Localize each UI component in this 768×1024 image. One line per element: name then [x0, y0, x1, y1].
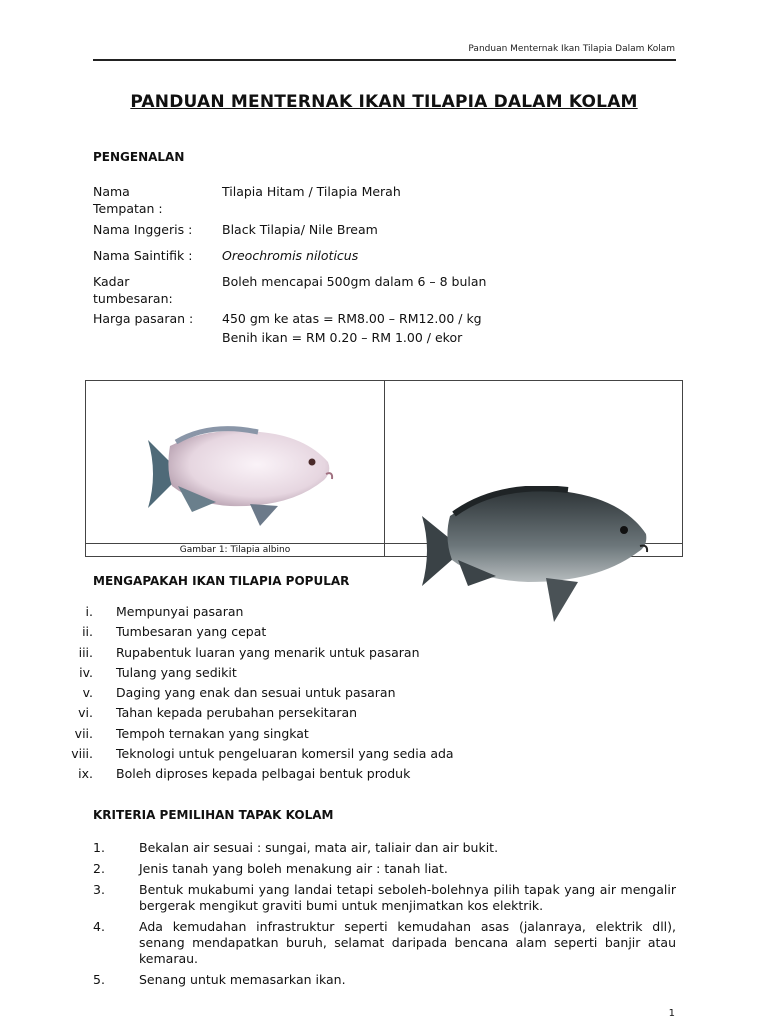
black-tilapia-image	[418, 486, 650, 626]
table-divider	[384, 381, 385, 556]
info-value: Oreochromis niloticus	[222, 248, 359, 263]
list-item-text: Senang untuk memasarkan ikan.	[139, 972, 346, 987]
list-item-number: 2.	[93, 861, 105, 876]
info-label: Nama Saintifik :	[93, 248, 193, 263]
info-value: Tilapia Hitam / Tilapia Merah	[222, 184, 401, 199]
list-item-number: 1.	[93, 840, 105, 855]
list-item-text: Bekalan air sesuai : sungai, mata air, taliair dan air bukit.	[139, 840, 499, 855]
list-item-text: Ada kemudahan infrastruktur seperti kemudahan asas (jalanraya, elektrik dll), senang mendapatkan buruh, selamat daripada bencana alam seperti banjir atau kemarau.	[139, 919, 676, 966]
section-heading-criteria: KRITERIA PEMILIHAN TAPAK KOLAM	[93, 808, 334, 822]
info-value: Boleh mencapai 500gm dalam 6 – 8 bulan	[222, 274, 487, 289]
document-title: PANDUAN MENTERNAK IKAN TILAPIA DALAM KOLAM	[130, 92, 638, 112]
info-value: 450 gm ke atas = RM8.00 – RM12.00 / kg	[222, 311, 482, 326]
page-number: 1	[668, 1008, 675, 1019]
list-item-text: Daging yang enak dan sesuai untuk pasaran	[116, 685, 396, 701]
list-item-text: Mempunyai pasaran	[116, 604, 244, 619]
list-item	[93, 882, 676, 914]
list-item-number: vii.	[74, 725, 93, 741]
list-item-number: v.	[82, 685, 93, 701]
list-item	[93, 919, 676, 967]
list-item-number: 4.	[93, 919, 105, 934]
section-heading-intro: PENGENALAN	[93, 150, 185, 164]
criteria-list	[93, 840, 676, 993]
info-label: Nama Tempatan :	[93, 184, 163, 216]
list-item-number: iii.	[78, 644, 93, 660]
list-item-number: 5.	[93, 972, 105, 987]
list-item-text: Bentuk mukabumi yang landai tetapi seboleh-bolehnya pilih tapak yang air mengalir bergerak mengikut graviti bumi untuk menjimatkan kos elektrik.	[139, 882, 676, 913]
figure-caption-albino: Gambar 1: Tilapia albino	[179, 545, 291, 555]
header-rule	[93, 59, 676, 61]
list-item-text: Tempoh ternakan yang singkat	[116, 725, 309, 741]
info-value: Black Tilapia/ Nile Bream	[222, 222, 378, 237]
list-item-text: Tahan kepada perubahan persekitaran	[116, 705, 358, 721]
running-header: Panduan Menternak Ikan Tilapia Dalam Kolam	[468, 44, 675, 54]
list-item-number: i.	[85, 604, 93, 619]
info-label: Harga pasaran :	[93, 311, 194, 326]
albino-tilapia-image	[140, 424, 335, 532]
list-item-text: Tumbesaran yang cepat	[116, 624, 267, 640]
list-item-number: ix.	[78, 766, 93, 782]
section-heading-popular: MENGAPAKAH IKAN TILAPIA POPULAR	[93, 574, 350, 588]
list-item-number: viii.	[71, 746, 93, 762]
list-item-number: 3.	[93, 882, 105, 897]
info-label: Kadar tumbesaran:	[93, 274, 173, 306]
list-item-text: Tulang yang sedikit	[116, 664, 237, 680]
info-label: Nama Inggeris :	[93, 222, 193, 237]
list-item-number: ii.	[82, 624, 93, 640]
info-value-secondary: Benih ikan = RM 0.20 – RM 1.00 / ekor	[222, 330, 463, 345]
list-item-number: vi.	[78, 705, 93, 721]
list-item-text: Teknologi untuk pengeluaran komersil yang sedia ada	[116, 746, 454, 762]
list-item-number: iv.	[79, 664, 93, 680]
list-item-text: Boleh diproses kepada pelbagai bentuk produk	[116, 766, 411, 782]
list-item	[93, 840, 676, 856]
list-item-text: Jenis tanah yang boleh menakung air : tanah liat.	[139, 861, 448, 876]
list-item	[93, 861, 676, 877]
list-item-text: Rupabentuk luaran yang menarik untuk pasaran	[116, 644, 420, 660]
list-item	[93, 972, 676, 988]
